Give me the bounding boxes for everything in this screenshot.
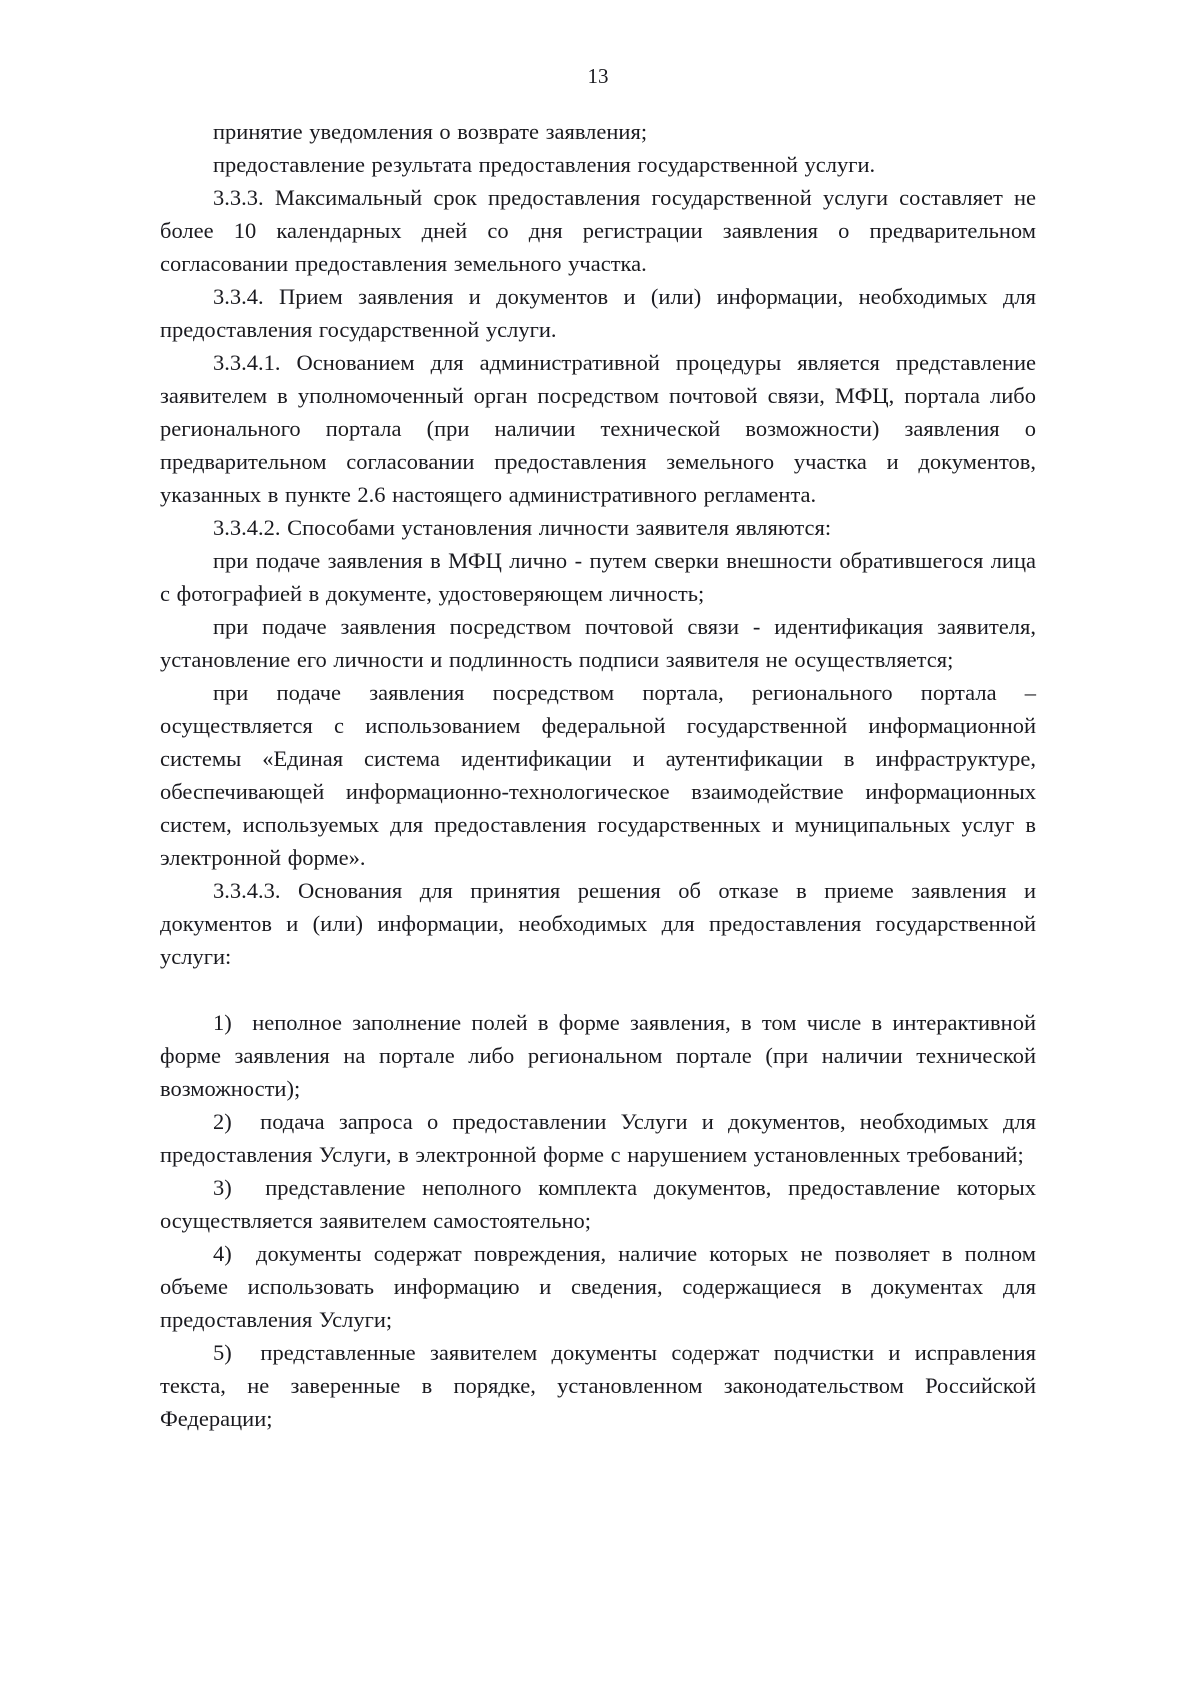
paragraph: предоставление результата предоставления государственной услуги.: [213, 152, 876, 178]
paragraph: при подаче заявления посредством почтовой связи - идентификация заявителя, установление его личности и подлинность подписи заявителя не осуществляется;: [160, 614, 1036, 673]
page-number: 13: [587, 64, 609, 88]
list-item: 3) представление неполного комплекта документов, предоставление которых осуществляется заявителем самостоятельно;: [160, 1175, 1036, 1234]
paragraph: при подаче заявления в МФЦ лично - путем сверки внешности обратившегося лица с фотографией в документе, удостоверяющем личность;: [160, 548, 1036, 607]
list-item: 4) документы содержат повреждения, наличие которых не позволяет в полном объеме использовать информацию и сведения, содержащиеся в документах для предоставления Услуги;: [160, 1241, 1036, 1333]
paragraph: 3.3.4.1. Основанием для административной процедуры является представление заявителем в уполномоченный орган посредством почтовой связи, МФЦ, портала либо регионального портала (при наличии технической возможности) заявления о предварительном согласовании предоставления земельного участка и документов, указанных в пункте 2.6 настоящего административного регламента.: [160, 350, 1036, 508]
list-item: 2) подача запроса о предоставлении Услуги и документов, необходимых для предоставления Услуги, в электронной форме с нарушением установленных требований;: [160, 1109, 1036, 1168]
list-item: 1) неполное заполнение полей в форме заявления, в том числе в интерактивной форме заявления на портале либо региональном портале (при наличии технической возможности);: [160, 1010, 1036, 1102]
paragraph: 3.3.4.2. Способами установления личности заявителя являются:: [213, 515, 832, 541]
paragraph: 3.3.4. Прием заявления и документов и (или) информации, необходимых для предоставления государственной услуги.: [160, 284, 1036, 343]
paragraph: 3.3.3. Максимальный срок предоставления государственной услуги составляет не более 10 календарных дней со дня регистрации заявления о предварительном согласовании предоставления земельного участка.: [160, 185, 1036, 277]
blank-line: [160, 973, 1036, 1006]
paragraph: при подаче заявления посредством портала, регионального портала – осуществляется с использованием федеральной государственной информационной системы «Единая система идентификации и аутентификации в инфраструктуре, обеспечивающей информационно-технологическое взаимодействие информационных систем, используемых для предоставления государственных и муниципальных услуг в электронной форме».: [160, 680, 1036, 871]
paragraph: принятие уведомления о возврате заявления;: [213, 119, 648, 145]
document-body: [160, 115, 1036, 1435]
paragraph: 3.3.4.3. Основания для принятия решения об отказе в приеме заявления и документов и (или) информации, необходимых для предоставления государственной услуги:: [160, 878, 1036, 970]
list-item: 5) представленные заявителем документы содержат подчистки и исправления текста, не заверенные в порядке, установленном законодательством Российской Федерации;: [160, 1340, 1036, 1432]
